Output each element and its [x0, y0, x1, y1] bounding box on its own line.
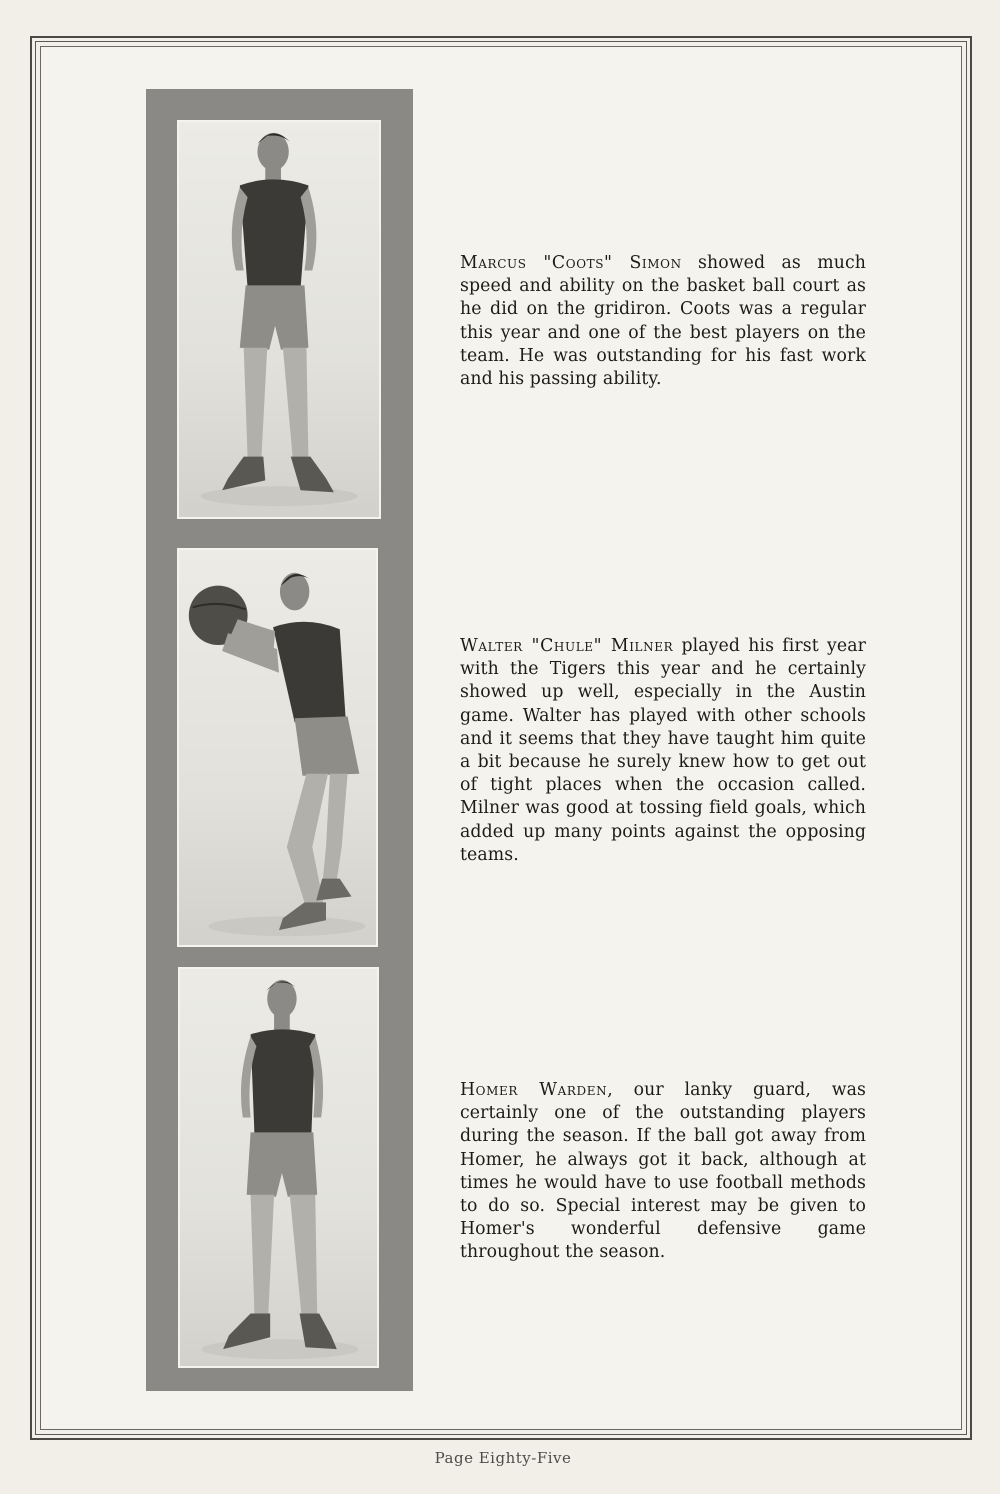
player-photo-warden — [178, 967, 379, 1368]
bio-text: , our lanky guard, was certainly one of the outstanding players during the season. If the ball got away from Homer, he always got it back, although at times he would have to use football methods to do so. Special interest may be given to Homer's wonderful defensive game throughout the season. — [460, 1080, 866, 1263]
player-name: Homer Warden — [460, 1080, 608, 1100]
player-name: Walter "Chule" Milner — [460, 636, 674, 656]
player-photo-milner — [177, 548, 378, 947]
bio-text: played his first year with the Tigers this year and he certainly showed up well, especially in the Austin game. Walter has played with other schools and it seems that they have taught him quite a bit because he surely knew how to get out of tight places when the occasion called. Milner was good at tossing field goals, which added up many points against the opposing teams. — [460, 636, 866, 865]
bio-text: showed as much speed and ability on the basket ball court as he did on the gridiron. Coots was a regular this year and one of the best players on the team. He was outstanding for his fast work and his passing ability. — [460, 253, 866, 390]
player-photo-simon — [177, 120, 381, 519]
bio-paragraph-simon — [460, 252, 866, 391]
page-number: Page Eighty-Five — [434, 1449, 572, 1467]
player-name: Marcus "Coots" Simon — [460, 253, 682, 273]
bio-paragraph-warden — [460, 1079, 866, 1265]
bio-paragraph-milner — [460, 635, 866, 867]
